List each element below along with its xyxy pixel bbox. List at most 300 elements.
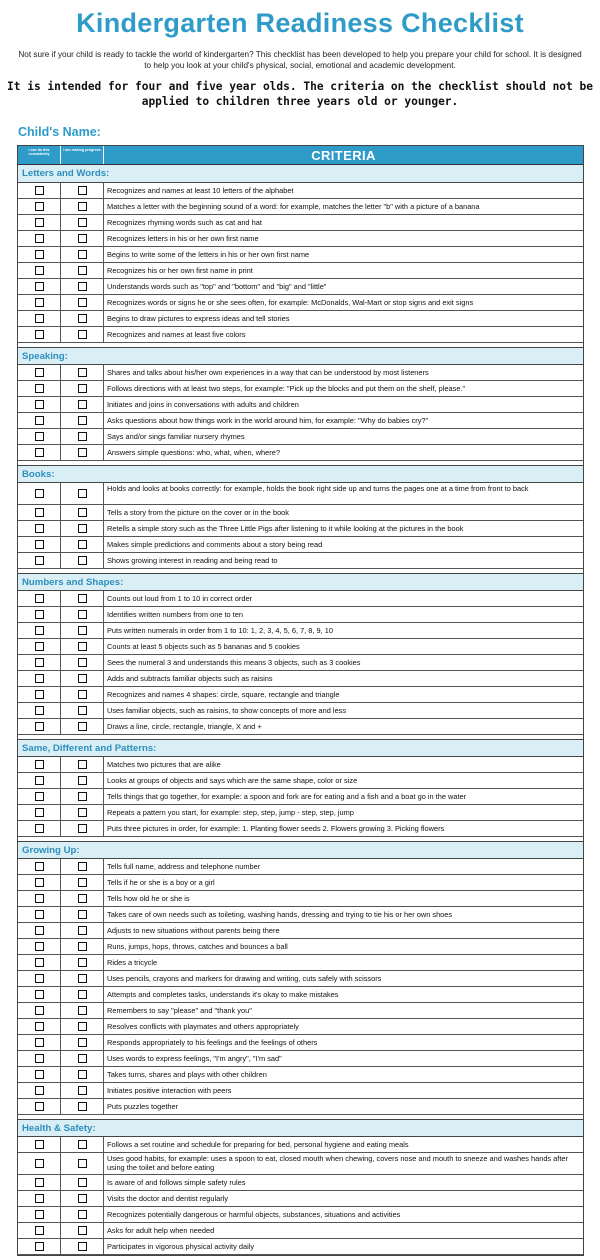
consistently-checkbox[interactable] — [35, 540, 44, 549]
consistently-cell — [18, 719, 61, 734]
progress-cell — [61, 263, 104, 278]
list-item — [18, 671, 583, 687]
consistently-checkbox[interactable] — [35, 594, 44, 603]
progress-checkbox[interactable] — [78, 610, 87, 619]
progress-checkbox[interactable] — [78, 1022, 87, 1031]
criteria-text: Shares and talks about his/her own experiences in a way that can be understood by most listeners — [107, 368, 429, 377]
list-item — [18, 183, 583, 199]
progress-checkbox[interactable] — [78, 862, 87, 871]
consistently-checkbox[interactable] — [35, 266, 44, 275]
progress-checkbox[interactable] — [78, 524, 87, 533]
criteria-text: Identifies written numbers from one to ten — [107, 610, 243, 619]
consistently-cell — [18, 923, 61, 938]
criteria-text: Initiates positive interaction with peers — [107, 1086, 232, 1095]
progress-checkbox[interactable] — [78, 432, 87, 441]
list-item — [18, 429, 583, 445]
consistently-checkbox[interactable] — [35, 384, 44, 393]
consistently-checkbox[interactable] — [35, 1086, 44, 1095]
list-item — [18, 1153, 583, 1175]
progress-checkbox[interactable] — [78, 1194, 87, 1203]
progress-cell — [61, 537, 104, 552]
progress-checkbox[interactable] — [78, 368, 87, 377]
criteria-text: Initiates and joins in conversations with adults and children — [107, 400, 299, 409]
list-item — [18, 971, 583, 987]
consistently-checkbox[interactable] — [35, 808, 44, 817]
progress-checkbox[interactable] — [78, 926, 87, 935]
consistently-checkbox[interactable] — [35, 690, 44, 699]
list-item — [18, 891, 583, 907]
consistently-cell — [18, 607, 61, 622]
consistently-cell — [18, 591, 61, 606]
consistently-cell — [18, 295, 61, 310]
progress-checkbox[interactable] — [78, 626, 87, 635]
progress-cell — [61, 183, 104, 198]
consistently-checkbox[interactable] — [35, 824, 44, 833]
section-header: Speaking: — [18, 347, 583, 365]
criteria-text: Participates in vigorous physical activity daily — [107, 1242, 255, 1251]
progress-checkbox[interactable] — [78, 674, 87, 683]
list-item — [18, 263, 583, 279]
progress-cell — [61, 505, 104, 520]
criteria-text: Sees the numeral 3 and understands this means 3 objects, such as 3 cookies — [107, 658, 361, 667]
consistently-cell — [18, 987, 61, 1002]
consistently-checkbox[interactable] — [35, 610, 44, 619]
criteria-text: Retells a simple story such as the Three Little Pigs after listening to it while looking at the pictures in the book — [107, 524, 464, 533]
consistently-cell — [18, 1153, 61, 1174]
list-item — [18, 1083, 583, 1099]
progress-checkbox[interactable] — [78, 298, 87, 307]
progress-cell — [61, 295, 104, 310]
list-item — [18, 215, 583, 231]
consistently-cell — [18, 429, 61, 444]
progress-checkbox[interactable] — [78, 760, 87, 769]
progress-checkbox[interactable] — [78, 250, 87, 259]
progress-checkbox[interactable] — [78, 1210, 87, 1219]
consistently-cell — [18, 215, 61, 230]
list-item — [18, 445, 583, 461]
consistently-cell — [18, 1191, 61, 1206]
consistently-cell — [18, 1035, 61, 1050]
consistently-checkbox[interactable] — [35, 330, 44, 339]
progress-checkbox[interactable] — [78, 808, 87, 817]
progress-checkbox[interactable] — [78, 942, 87, 951]
list-item — [18, 1223, 583, 1239]
progress-checkbox[interactable] — [78, 878, 87, 887]
consistently-checkbox[interactable] — [35, 314, 44, 323]
progress-cell — [61, 719, 104, 734]
list-item — [18, 859, 583, 875]
progress-cell — [61, 907, 104, 922]
list-item — [18, 607, 583, 623]
criteria-text: Holds and looks at books correctly: for example, holds the book right side up and turns the pages one at a time from front to back — [107, 484, 529, 493]
list-item — [18, 1035, 583, 1051]
consistently-checkbox[interactable] — [35, 792, 44, 801]
progress-checkbox[interactable] — [78, 1086, 87, 1095]
consistently-cell — [18, 757, 61, 772]
criteria-text: Recognizes and names at least five colors — [107, 330, 246, 339]
list-item — [18, 327, 583, 343]
progress-checkbox[interactable] — [78, 1226, 87, 1235]
progress-checkbox[interactable] — [78, 706, 87, 715]
progress-checkbox[interactable] — [78, 1159, 87, 1168]
consistently-checkbox[interactable] — [35, 626, 44, 635]
progress-cell — [61, 939, 104, 954]
progress-cell — [61, 327, 104, 342]
consistently-checkbox[interactable] — [35, 234, 44, 243]
progress-checkbox[interactable] — [78, 1038, 87, 1047]
consistently-checkbox[interactable] — [35, 722, 44, 731]
progress-cell — [61, 757, 104, 772]
consistently-cell — [18, 687, 61, 702]
consistently-cell — [18, 655, 61, 670]
progress-checkbox[interactable] — [78, 1178, 87, 1187]
list-item — [18, 413, 583, 429]
list-item — [18, 719, 583, 735]
consistently-checkbox[interactable] — [35, 448, 44, 457]
consistently-cell — [18, 231, 61, 246]
consistently-checkbox[interactable] — [35, 760, 44, 769]
list-item — [18, 907, 583, 923]
progress-cell — [61, 655, 104, 670]
progress-cell — [61, 955, 104, 970]
consistently-cell — [18, 875, 61, 890]
list-item — [18, 789, 583, 805]
criteria-text: Uses familiar objects, such as raisins, to show concepts of more and less — [107, 706, 347, 715]
criteria-text: Says and/or sings familiar nursery rhymes — [107, 432, 245, 441]
consistently-checkbox[interactable] — [35, 250, 44, 259]
consistently-cell — [18, 263, 61, 278]
consistently-cell — [18, 365, 61, 380]
consistently-checkbox[interactable] — [35, 368, 44, 377]
progress-checkbox[interactable] — [78, 974, 87, 983]
progress-checkbox[interactable] — [78, 218, 87, 227]
criteria-text: Begins to draw pictures to express ideas and tell stories — [107, 314, 290, 323]
consistently-checkbox[interactable] — [35, 1140, 44, 1149]
criteria-text: Counts out loud from 1 to 10 in correct order — [107, 594, 253, 603]
criteria-text: Recognizes letters in his or her own first name — [107, 234, 259, 243]
criteria-text: Recognizes rhyming words such as cat and hat — [107, 218, 262, 227]
progress-checkbox[interactable] — [78, 186, 87, 195]
progress-cell — [61, 247, 104, 262]
progress-checkbox[interactable] — [78, 202, 87, 211]
column-criteria: CRITERIA — [311, 148, 376, 163]
consistently-cell — [18, 703, 61, 718]
list-item — [18, 381, 583, 397]
consistently-cell — [18, 939, 61, 954]
progress-checkbox[interactable] — [78, 658, 87, 667]
progress-checkbox[interactable] — [78, 642, 87, 651]
consistently-checkbox[interactable] — [35, 432, 44, 441]
progress-checkbox[interactable] — [78, 1102, 87, 1111]
consistently-checkbox[interactable] — [35, 910, 44, 919]
progress-checkbox[interactable] — [78, 894, 87, 903]
progress-cell — [61, 199, 104, 214]
consistently-cell — [18, 1067, 61, 1082]
consistently-checkbox[interactable] — [35, 1070, 44, 1079]
list-item — [18, 231, 583, 247]
list-item — [18, 703, 583, 719]
consistently-checkbox[interactable] — [35, 926, 44, 935]
criteria-text: Counts at least 5 objects such as 5 bananas and 5 cookies — [107, 642, 300, 651]
consistently-checkbox[interactable] — [35, 186, 44, 195]
list-item — [18, 537, 583, 553]
consistently-checkbox[interactable] — [35, 1102, 44, 1111]
consistently-checkbox[interactable] — [35, 706, 44, 715]
consistently-checkbox[interactable] — [35, 524, 44, 533]
criteria-text: Puts written numerals in order from 1 to 10: 1, 2, 3, 4, 5, 6, 7, 8, 9, 10 — [107, 626, 333, 635]
section-header: Letters and Words: — [18, 165, 583, 183]
progress-cell — [61, 607, 104, 622]
consistently-cell — [18, 279, 61, 294]
consistently-cell — [18, 553, 61, 568]
progress-cell — [61, 553, 104, 568]
list-item — [18, 623, 583, 639]
criteria-text: Recognizes his or her own first name in print — [107, 266, 253, 275]
list-item — [18, 955, 583, 971]
progress-cell — [61, 1099, 104, 1114]
consistently-cell — [18, 1137, 61, 1152]
consistently-checkbox[interactable] — [35, 508, 44, 517]
progress-cell — [61, 231, 104, 246]
consistently-checkbox[interactable] — [35, 1038, 44, 1047]
consistently-cell — [18, 413, 61, 428]
progress-cell — [61, 671, 104, 686]
consistently-checkbox[interactable] — [35, 1242, 44, 1251]
consistently-cell — [18, 311, 61, 326]
list-item — [18, 279, 583, 295]
progress-checkbox[interactable] — [78, 910, 87, 919]
consistently-checkbox[interactable] — [35, 642, 44, 651]
progress-checkbox[interactable] — [78, 314, 87, 323]
progress-cell — [61, 703, 104, 718]
progress-cell — [61, 1239, 104, 1254]
list-item — [18, 1067, 583, 1083]
criteria-text: Resolves conflicts with playmates and others appropriately — [107, 1022, 299, 1031]
page-title: Kindergarten Readiness Checklist — [76, 8, 524, 38]
progress-checkbox[interactable] — [78, 1242, 87, 1251]
consistently-cell — [18, 955, 61, 970]
consistently-cell — [18, 327, 61, 342]
consistently-checkbox[interactable] — [35, 1022, 44, 1031]
criteria-text: Responds appropriately to his feelings and the feelings of others — [107, 1038, 318, 1047]
consistently-cell — [18, 537, 61, 552]
consistently-checkbox[interactable] — [35, 974, 44, 983]
list-item — [18, 483, 583, 505]
consistently-checkbox[interactable] — [35, 298, 44, 307]
section-header: Growing Up: — [18, 841, 583, 859]
table-header — [18, 146, 583, 165]
progress-checkbox[interactable] — [78, 556, 87, 565]
progress-checkbox[interactable] — [78, 990, 87, 999]
consistently-cell — [18, 671, 61, 686]
progress-checkbox[interactable] — [78, 722, 87, 731]
list-item — [18, 1207, 583, 1223]
progress-checkbox[interactable] — [78, 489, 87, 498]
consistently-cell — [18, 521, 61, 536]
consistently-checkbox[interactable] — [35, 990, 44, 999]
list-item — [18, 687, 583, 703]
consistently-cell — [18, 445, 61, 460]
consistently-checkbox[interactable] — [35, 1210, 44, 1219]
consistently-cell — [18, 1207, 61, 1222]
consistently-checkbox[interactable] — [35, 958, 44, 967]
checklist-table — [17, 145, 584, 1256]
column-consistently: I can do this consistently — [18, 146, 61, 164]
progress-checkbox[interactable] — [78, 234, 87, 243]
progress-checkbox[interactable] — [78, 384, 87, 393]
criteria-text: Answers simple questions: who, what, when, where? — [107, 448, 280, 457]
criteria-text: Follows a set routine and schedule for preparing for bed, personal hygiene and eating meals — [107, 1140, 409, 1149]
progress-cell — [61, 521, 104, 536]
list-item — [18, 757, 583, 773]
progress-cell — [61, 591, 104, 606]
consistently-checkbox[interactable] — [35, 282, 44, 291]
consistently-cell — [18, 891, 61, 906]
list-item — [18, 1191, 583, 1207]
progress-cell — [61, 639, 104, 654]
progress-checkbox[interactable] — [78, 594, 87, 603]
progress-cell — [61, 381, 104, 396]
list-item — [18, 1175, 583, 1191]
progress-cell — [61, 987, 104, 1002]
criteria-text: Recognizes and names at least 10 letters of the alphabet — [107, 186, 294, 195]
progress-checkbox[interactable] — [78, 1140, 87, 1149]
progress-checkbox[interactable] — [78, 416, 87, 425]
progress-checkbox[interactable] — [78, 958, 87, 967]
progress-cell — [61, 1035, 104, 1050]
criteria-text: Draws a line, circle, rectangle, triangle, X and + — [107, 722, 262, 731]
consistently-cell — [18, 505, 61, 520]
criteria-text: Attempts and completes tasks, understands it's okay to make mistakes — [107, 990, 339, 999]
consistently-checkbox[interactable] — [35, 489, 44, 498]
progress-checkbox[interactable] — [78, 282, 87, 291]
progress-checkbox[interactable] — [78, 1006, 87, 1015]
criteria-text: Tells things that go together, for example: a spoon and fork are for eating and a fish and a boat go in the water — [107, 792, 467, 801]
progress-checkbox[interactable] — [78, 824, 87, 833]
criteria-text: Asks questions about how things work in the world around him, for example: "Why do babies cry?" — [107, 416, 429, 425]
criteria-text: Recognizes and names 4 shapes: circle, square, rectangle and triangle — [107, 690, 340, 699]
criteria-text: Understands words such as "top" and "bottom" and "big" and "little" — [107, 282, 327, 291]
progress-cell — [61, 1137, 104, 1152]
progress-checkbox[interactable] — [78, 400, 87, 409]
progress-cell — [61, 773, 104, 788]
progress-checkbox[interactable] — [78, 266, 87, 275]
criteria-text: Recognizes potentially dangerous or harmful objects, substances, situations and activities — [107, 1210, 401, 1219]
criteria-text: Asks for adult help when needed — [107, 1226, 215, 1235]
consistently-checkbox[interactable] — [35, 1159, 44, 1168]
consistently-checkbox[interactable] — [35, 1178, 44, 1187]
progress-checkbox[interactable] — [78, 792, 87, 801]
list-item — [18, 199, 583, 215]
progress-checkbox[interactable] — [78, 448, 87, 457]
progress-cell — [61, 1051, 104, 1066]
intro-text: Not sure if your child is ready to tackle the world of kindergarten? This checklist has been developed to help you prepare your child for school. It is designed to help you look at your child's physical, social, emotional and academic development. — [18, 50, 582, 70]
consistently-cell — [18, 1051, 61, 1066]
progress-cell — [61, 215, 104, 230]
consistently-cell — [18, 381, 61, 396]
checklist-sections — [18, 165, 583, 1255]
progress-checkbox[interactable] — [78, 540, 87, 549]
progress-cell — [61, 805, 104, 820]
consistently-checkbox[interactable] — [35, 942, 44, 951]
list-item — [18, 1003, 583, 1019]
progress-cell — [61, 445, 104, 460]
consistently-cell — [18, 199, 61, 214]
list-item — [18, 875, 583, 891]
list-item — [18, 1137, 583, 1153]
progress-cell — [61, 821, 104, 836]
consistently-cell — [18, 247, 61, 262]
list-item — [18, 247, 583, 263]
progress-cell — [61, 1153, 104, 1174]
criteria-text: Tells full name, address and telephone number — [107, 862, 261, 871]
consistently-checkbox[interactable] — [35, 400, 44, 409]
consistently-checkbox[interactable] — [35, 556, 44, 565]
progress-cell — [61, 859, 104, 874]
consistently-checkbox[interactable] — [35, 894, 44, 903]
consistently-cell — [18, 397, 61, 412]
consistently-cell — [18, 183, 61, 198]
progress-checkbox[interactable] — [78, 690, 87, 699]
criteria-text: Follows directions with at least two steps, for example: "Pick up the blocks and put them on the shelf, please." — [107, 384, 466, 393]
consistently-checkbox[interactable] — [35, 1226, 44, 1235]
consistently-cell — [18, 907, 61, 922]
progress-checkbox[interactable] — [78, 776, 87, 785]
progress-checkbox[interactable] — [78, 1070, 87, 1079]
progress-cell — [61, 687, 104, 702]
criteria-text: Begins to write some of the letters in his or her own first name — [107, 250, 310, 259]
criteria-text: Is aware of and follows simple safety rules — [107, 1178, 246, 1187]
consistently-cell — [18, 623, 61, 638]
consistently-cell — [18, 805, 61, 820]
progress-cell — [61, 397, 104, 412]
consistently-checkbox[interactable] — [35, 1054, 44, 1063]
progress-cell — [61, 279, 104, 294]
consistently-checkbox[interactable] — [35, 416, 44, 425]
consistently-checkbox[interactable] — [35, 1006, 44, 1015]
consistently-checkbox[interactable] — [35, 1194, 44, 1203]
criteria-text: Makes simple predictions and comments about a story being read — [107, 540, 323, 549]
list-item — [18, 1019, 583, 1035]
column-progress: I am making progress — [61, 146, 104, 164]
progress-checkbox[interactable] — [78, 508, 87, 517]
list-item — [18, 505, 583, 521]
progress-checkbox[interactable] — [78, 330, 87, 339]
consistently-checkbox[interactable] — [35, 878, 44, 887]
progress-cell — [61, 1083, 104, 1098]
list-item — [18, 655, 583, 671]
list-item — [18, 1099, 583, 1115]
consistently-cell — [18, 1099, 61, 1114]
consistently-cell — [18, 1239, 61, 1254]
progress-cell — [61, 789, 104, 804]
consistently-checkbox[interactable] — [35, 658, 44, 667]
consistently-checkbox[interactable] — [35, 202, 44, 211]
progress-checkbox[interactable] — [78, 1054, 87, 1063]
consistently-checkbox[interactable] — [35, 862, 44, 871]
consistently-checkbox[interactable] — [35, 776, 44, 785]
criteria-text: Recognizes words or signs he or she sees often, for example: McDonalds, Wal-Mart or stop signs and exit signs — [107, 298, 474, 307]
progress-cell — [61, 1175, 104, 1190]
consistently-checkbox[interactable] — [35, 674, 44, 683]
progress-cell — [61, 1019, 104, 1034]
age-notice: It is intended for four and five year olds. The criteria on the checklist should not be applied to children three years old or younger. — [7, 80, 593, 108]
list-item — [18, 821, 583, 837]
consistently-cell — [18, 859, 61, 874]
section-header: Same, Different and Patterns: — [18, 739, 583, 757]
criteria-text: Takes turns, shares and plays with other children — [107, 1070, 267, 1079]
consistently-checkbox[interactable] — [35, 218, 44, 227]
